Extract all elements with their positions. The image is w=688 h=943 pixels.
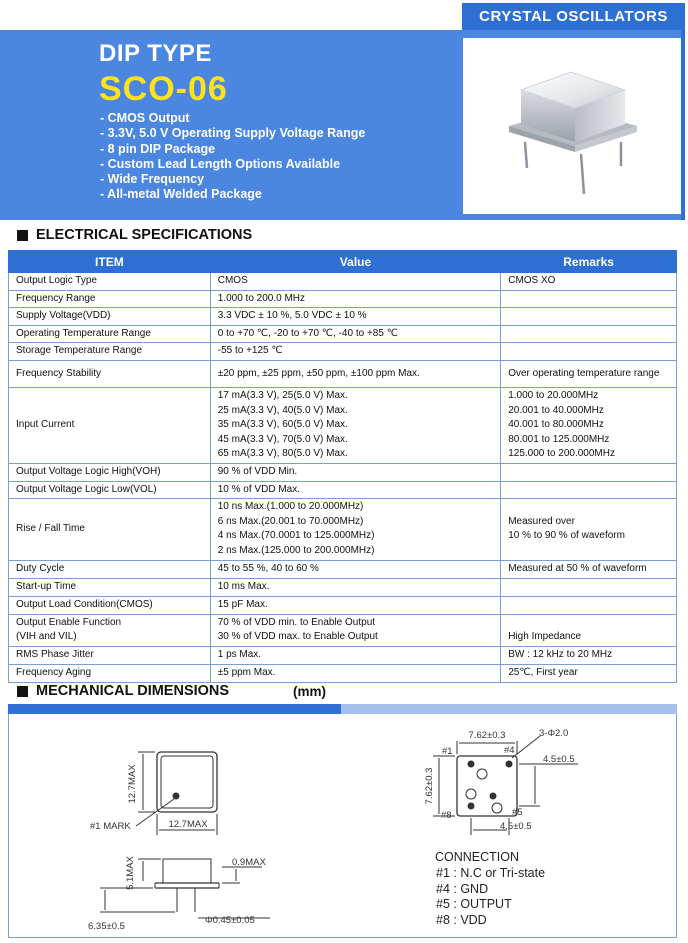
cell-value: 1 ps Max. bbox=[210, 646, 500, 664]
table-row bbox=[9, 481, 677, 499]
remarks-line: 80.001 to 125.000MHz bbox=[508, 433, 610, 445]
value-line: 35 mA(3.3 V), 60(5.0 V) Max. bbox=[217, 419, 348, 431]
cell-remarks bbox=[501, 578, 677, 596]
cell-remarks bbox=[501, 343, 677, 361]
cell-remarks bbox=[501, 481, 677, 499]
remarks-line: 40.001 to 80.000MHz bbox=[508, 419, 604, 431]
table-row bbox=[9, 664, 677, 682]
table-row bbox=[9, 578, 677, 596]
electrical-heading-text: ELECTRICAL SPECIFICATIONS bbox=[36, 227, 253, 243]
oscillator-image bbox=[463, 38, 681, 214]
mechanical-heading bbox=[17, 683, 229, 699]
dim-label: 7.62±0.3 bbox=[468, 730, 506, 741]
col-header-remarks: Remarks bbox=[501, 251, 677, 273]
cell-remarks: High Impedance bbox=[501, 614, 677, 646]
value-line: 65 mA(3.3 V), 80(5.0 V) Max. bbox=[217, 448, 348, 460]
pin-label: #4 bbox=[504, 745, 515, 756]
value-line: 6 ns Max.(20.001 to 70.000MHz) bbox=[217, 515, 364, 527]
connection-item: #5 : OUTPUT bbox=[436, 897, 512, 911]
cell-value: 10 % of VDD Max. bbox=[210, 481, 500, 499]
cell-value: 1.000 to 200.0 MHz bbox=[210, 290, 500, 308]
cell-value: -55 to +125 ℃ bbox=[210, 343, 500, 361]
cell-value: 0 to +70 ℃, -20 to +70 ℃, -40 to +85 ℃ bbox=[210, 325, 500, 343]
connection-item: #1 : N.C or Tri-state bbox=[436, 866, 546, 880]
table-row bbox=[9, 387, 677, 463]
cell-value: ±20 ppm, ±25 ppm, ±50 ppm, ±100 ppm Max. bbox=[210, 360, 500, 387]
cell-item bbox=[9, 614, 211, 646]
pin-label: #8 bbox=[441, 810, 452, 821]
table-header-row bbox=[9, 251, 677, 273]
cell-remarks bbox=[501, 387, 677, 463]
item-line: (VIH and VIL) bbox=[16, 631, 77, 643]
cell-item: Frequency Range bbox=[9, 290, 211, 308]
square-bullet-icon bbox=[17, 230, 28, 241]
value-line: 25 mA(3.3 V), 40(5.0 V) Max. bbox=[217, 404, 348, 416]
mechanical-heading-text: MECHANICAL DIMENSIONS bbox=[36, 683, 230, 699]
cell-item: Duty Cycle bbox=[9, 560, 211, 578]
value-line: 70 % of VDD min. to Enable Output bbox=[217, 616, 376, 628]
table-row bbox=[9, 646, 677, 664]
pin-label: #1 bbox=[442, 746, 453, 757]
connection-item: #8 : VDD bbox=[436, 912, 487, 927]
electrical-heading bbox=[17, 227, 252, 243]
product-photo bbox=[463, 38, 681, 214]
cell-remarks bbox=[501, 360, 677, 387]
dim-label: 4.5±0.5 bbox=[500, 821, 532, 832]
cell-remarks: Measured at 50 % of waveform bbox=[501, 560, 677, 578]
cell-remarks: BW : 12 kHz to 20 MHz bbox=[501, 646, 677, 664]
dim-label: Φ0.45±0.05 bbox=[205, 915, 255, 926]
cell-item: Frequency Aging bbox=[9, 664, 211, 682]
cell-item: Frequency Stability bbox=[9, 360, 211, 387]
cell-value bbox=[210, 499, 500, 560]
table-row bbox=[9, 360, 677, 387]
cell-value: 15 pF Max. bbox=[210, 596, 500, 614]
cell-remarks: 25℃, First year bbox=[501, 664, 677, 682]
table-row bbox=[9, 560, 677, 578]
value-line: 10 ns Max.(1.000 to 20.000MHz) bbox=[217, 501, 364, 513]
value-line: 4 ns Max.(70.0001 to 125.000MHz) bbox=[217, 530, 375, 542]
cell-remarks: CMOS XO bbox=[501, 273, 677, 291]
connection-item: #4 : GND bbox=[436, 881, 489, 896]
feature-item: - Wide Frequency bbox=[100, 172, 205, 187]
cell-item: Output Voltage Logic High(VOH) bbox=[9, 463, 211, 481]
hero-edge bbox=[681, 30, 685, 220]
col-header-item: ITEM bbox=[9, 251, 211, 273]
feature-item: - Custom Lead Length Options Available bbox=[100, 156, 341, 171]
cell-remarks bbox=[501, 596, 677, 614]
cell-value bbox=[210, 614, 500, 646]
remarks-text: Over operating temperature range bbox=[508, 368, 660, 380]
col-header-value: Value bbox=[210, 251, 500, 273]
electrical-spec-table bbox=[8, 250, 677, 683]
cell-item: Output Voltage Logic Low(VOL) bbox=[9, 481, 211, 499]
dim-label: 12.7MAX bbox=[127, 764, 138, 804]
units-label: (mm) bbox=[293, 684, 326, 699]
cell-item: Output Load Condition(CMOS) bbox=[9, 596, 211, 614]
value-line: 45 mA(3.3 V), 70(5.0 V) Max. bbox=[217, 433, 348, 445]
value-line: 17 mA(3.3 V), 25(5.0 V) Max. bbox=[217, 389, 348, 401]
connection-title: CONNECTION bbox=[435, 850, 520, 864]
product-model: SCO-06 bbox=[99, 70, 228, 108]
category-tab: CRYSTAL OSCILLATORS bbox=[462, 3, 685, 30]
dim-label: 6.35±0.5 bbox=[88, 921, 125, 932]
cell-remarks bbox=[501, 325, 677, 343]
cell-item: Input Current bbox=[9, 387, 211, 463]
dim-label: 3-Φ2.0 bbox=[539, 728, 569, 739]
dim-label: 4.5±0.5 bbox=[543, 754, 575, 765]
cell-remarks bbox=[501, 308, 677, 326]
cell-value: ±5 ppm Max. bbox=[210, 664, 500, 682]
cell-item: RMS Phase Jitter bbox=[9, 646, 211, 664]
cell-value: 10 ms Max. bbox=[210, 578, 500, 596]
feature-list bbox=[100, 111, 365, 203]
table-row bbox=[9, 325, 677, 343]
dim-label: 5.1MAX bbox=[125, 856, 136, 890]
table-row bbox=[9, 614, 677, 646]
product-type-title: DIP TYPE bbox=[99, 40, 212, 67]
table-row bbox=[9, 596, 677, 614]
cell-item: Rise / Fall Time bbox=[9, 499, 211, 560]
cell-item: Start-up Time bbox=[9, 578, 211, 596]
square-bullet-icon bbox=[17, 686, 28, 697]
feature-item: - CMOS Output bbox=[100, 111, 190, 125]
cell-remarks bbox=[501, 290, 677, 308]
feature-item: - All-metal Welded Package bbox=[100, 187, 262, 202]
mechanical-drawings bbox=[0, 714, 688, 943]
cell-value bbox=[210, 387, 500, 463]
mechanical-bar-fill bbox=[8, 704, 341, 714]
pin-label: #5 bbox=[512, 807, 523, 818]
value-line: 2 ns Max.(125.000 to 200.000MHz) bbox=[217, 544, 375, 556]
remarks-line: 1.000 to 20.000MHz bbox=[508, 389, 599, 401]
cell-remarks bbox=[501, 463, 677, 481]
remarks-line: Measured over bbox=[508, 515, 575, 527]
value-line: 30 % of VDD max. to Enable Output bbox=[217, 631, 378, 643]
item-line: Output Enable Function bbox=[16, 616, 122, 628]
cell-item: Storage Temperature Range bbox=[9, 343, 211, 361]
feature-item: - 3.3V, 5.0 V Operating Supply Voltage Range bbox=[100, 126, 366, 141]
dim-label: 7.62±0.3 bbox=[424, 767, 435, 805]
cell-value: CMOS bbox=[210, 273, 500, 291]
cell-remarks bbox=[501, 499, 677, 560]
remarks-line: 20.001 to 40.000MHz bbox=[508, 404, 604, 416]
dim-label: 12.7MAX bbox=[168, 819, 208, 830]
remarks-line: 10 % to 90 % of waveform bbox=[508, 530, 625, 542]
cell-item: Output Logic Type bbox=[9, 273, 211, 291]
table-row bbox=[9, 308, 677, 326]
cell-value: 45 to 55 %, 40 to 60 % bbox=[210, 560, 500, 578]
table-row bbox=[9, 463, 677, 481]
table-row bbox=[9, 290, 677, 308]
cell-item: Operating Temperature Range bbox=[9, 325, 211, 343]
remarks-line: 125.000 to 200.000MHz bbox=[508, 448, 615, 460]
table-row bbox=[9, 499, 677, 560]
cell-item: Supply Voltage(VDD) bbox=[9, 308, 211, 326]
connection-list bbox=[436, 866, 545, 928]
mark-label: #1 MARK bbox=[90, 821, 131, 832]
table-row bbox=[9, 273, 677, 291]
dim-label: 0.9MAX bbox=[232, 857, 266, 868]
cell-value: 3.3 VDC ± 10 %, 5.0 VDC ± 10 % bbox=[210, 308, 500, 326]
cell-value: 90 % of VDD Min. bbox=[210, 463, 500, 481]
mechanical-bar bbox=[8, 704, 677, 714]
feature-item: - 8 pin DIP Package bbox=[100, 141, 216, 156]
table-row bbox=[9, 343, 677, 361]
